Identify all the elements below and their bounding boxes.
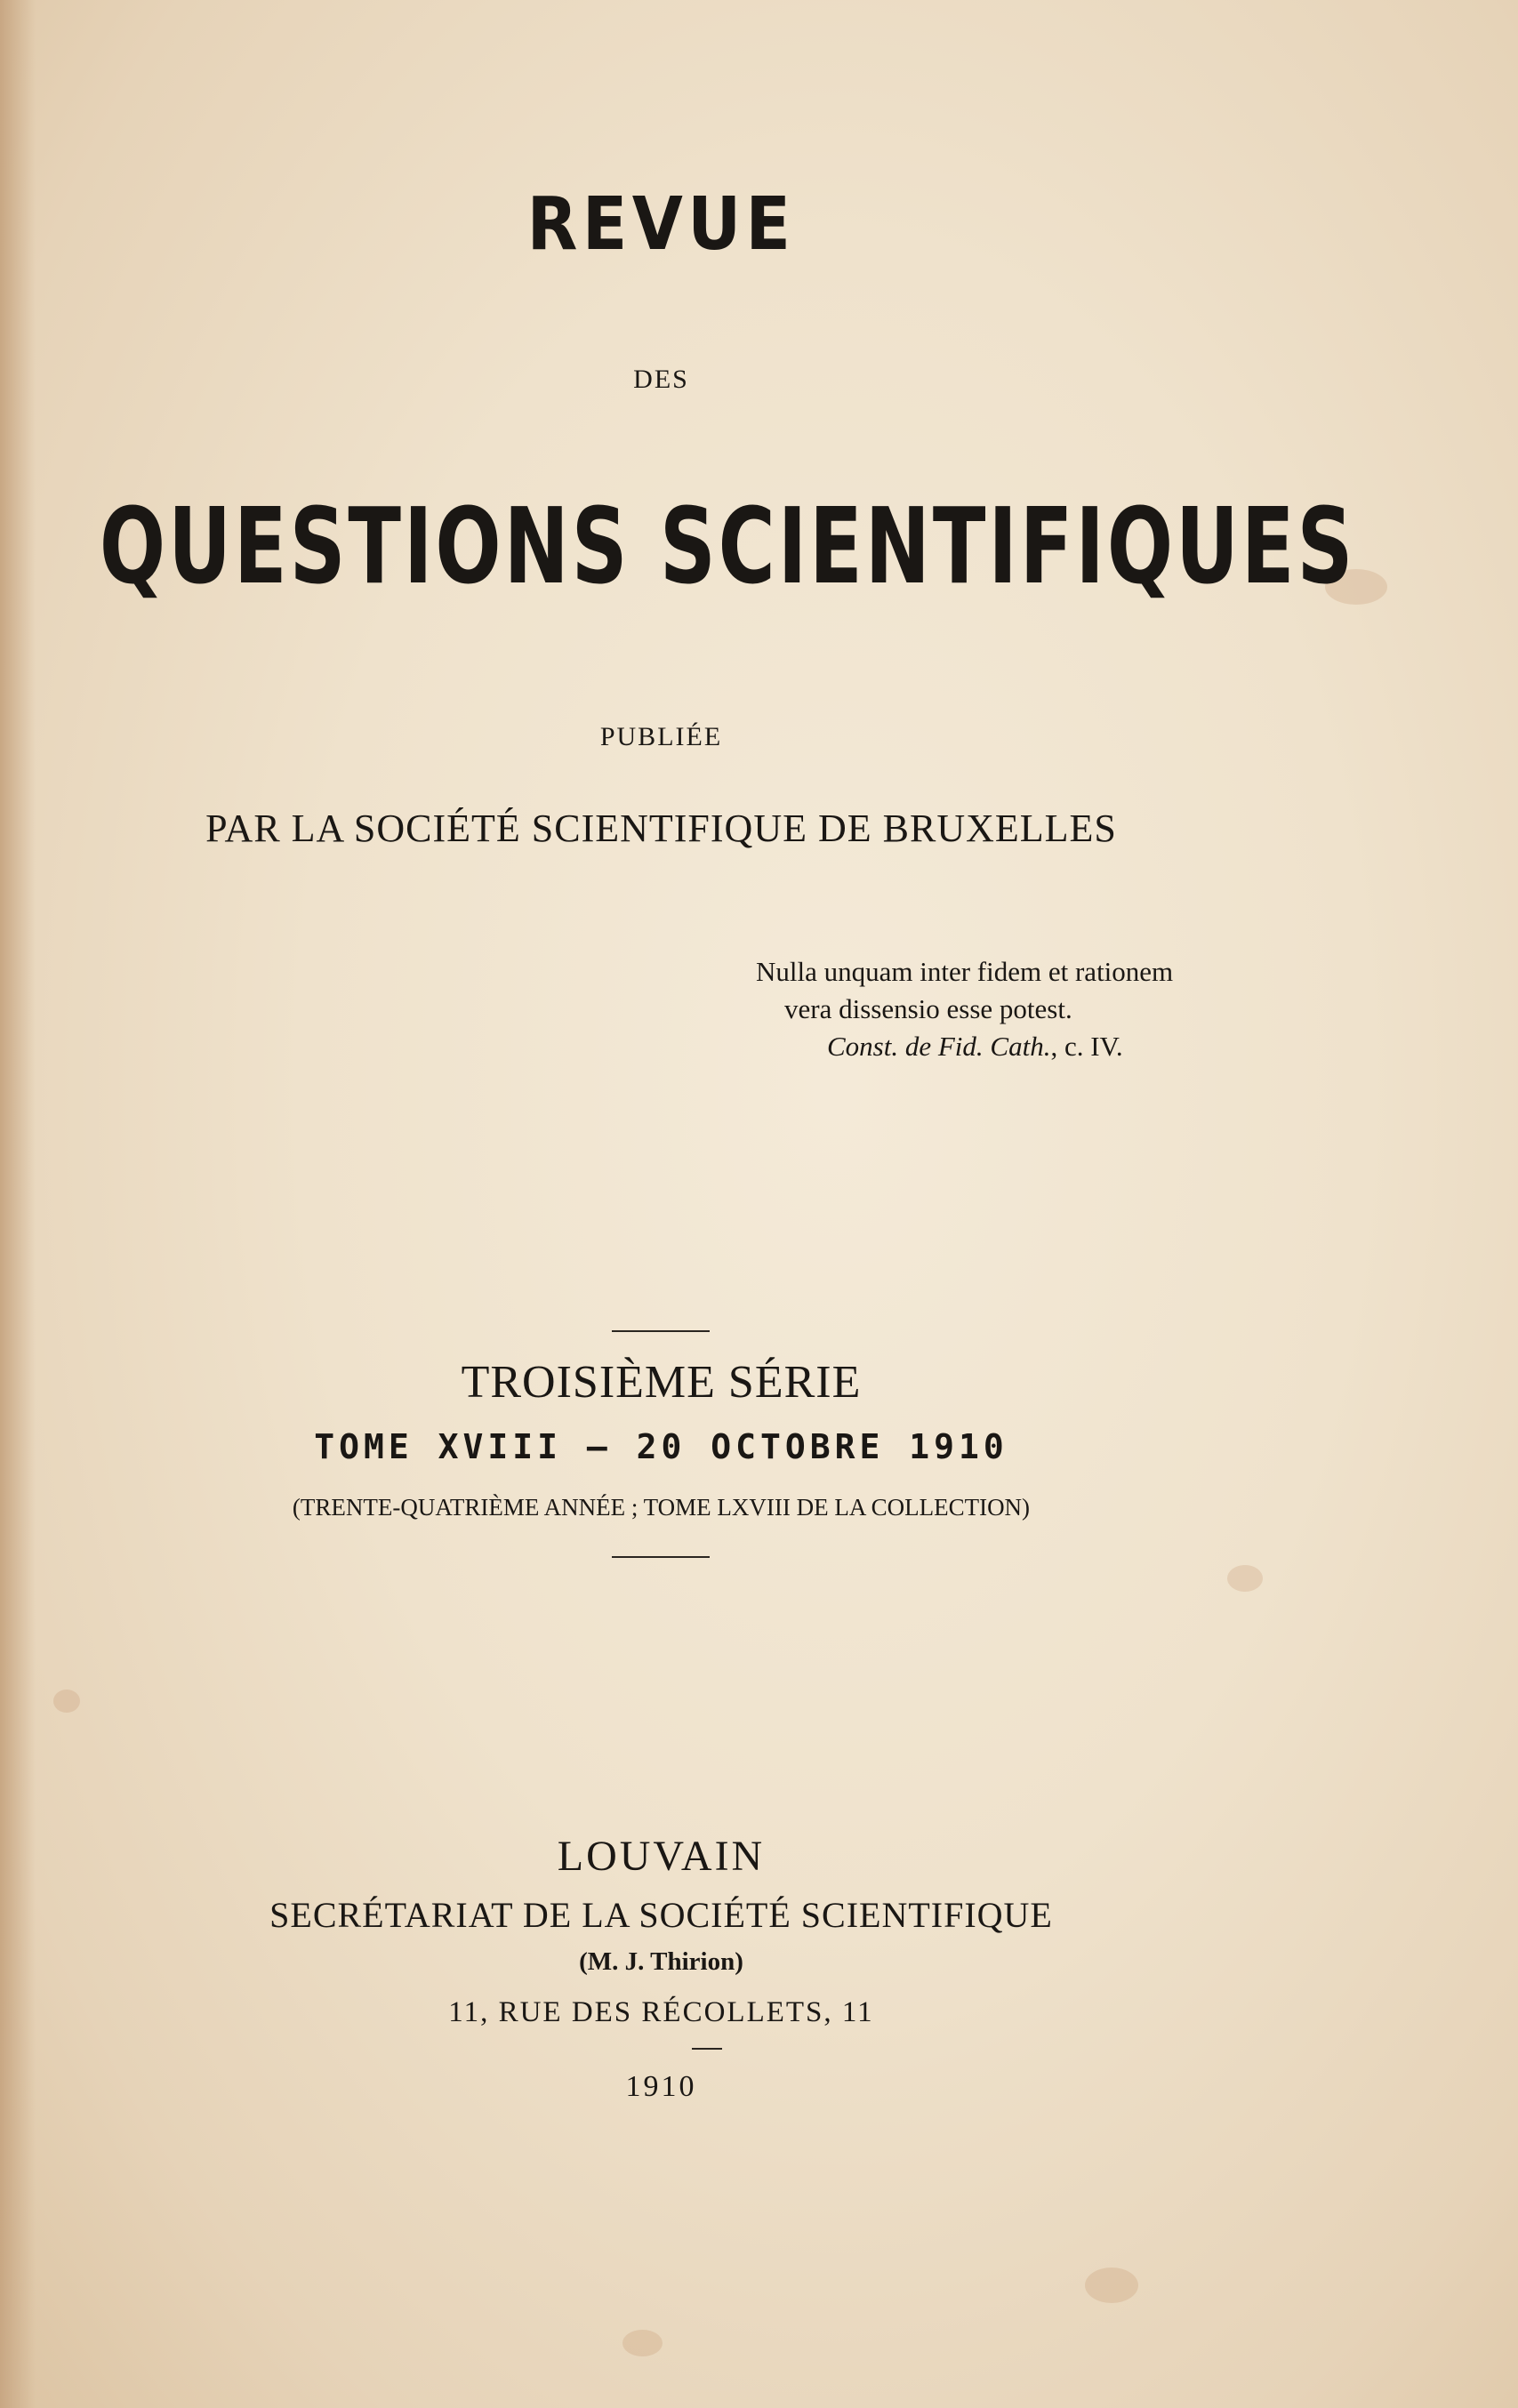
foxing-stain <box>1085 2268 1138 2303</box>
imprint-year: 1910 <box>625 2070 697 2103</box>
series-label: TROISIÈME SÉRIE <box>461 1357 862 1408</box>
imprint-secretariat: SECRÉTARIAT DE LA SOCIÉTÉ SCIENTIFIQUE <box>269 1895 1053 1935</box>
page-edge-shading <box>0 0 36 2408</box>
divider-rule <box>612 1330 710 1332</box>
journal-title-des: DES <box>633 365 689 394</box>
imprint-city: LOUVAIN <box>557 1833 766 1880</box>
epigraph-line-2: vera dissensio esse potest. <box>784 993 1072 1024</box>
imprint-name: (M. J. Thirion) <box>579 1947 743 1976</box>
foxing-stain <box>622 2330 663 2356</box>
imprint-address: 11, RUE DES RÉCOLLETS, 11 <box>448 1996 874 2028</box>
epigraph-chapter: , c. IV. <box>1050 1031 1123 1062</box>
foxing-stain <box>53 1690 80 1713</box>
divider-rule <box>692 2048 722 2050</box>
volume-date: TOME XVIII — 20 OCTOBRE 1910 <box>314 1427 1008 1466</box>
epigraph-citation <box>756 1028 1173 1065</box>
journal-title-revue: REVUE <box>526 182 796 267</box>
epigraph-line-1: Nulla unquam inter fidem et rationem <box>756 956 1174 987</box>
publisher-name: PAR LA SOCIÉTÉ SCIENTIFIQUE DE BRUXELLES <box>205 807 1117 850</box>
epigraph <box>756 953 1173 1065</box>
divider-rule <box>612 1556 710 1558</box>
collection-note: (TRENTE-QUATRIÈME ANNÉE ; TOME LXVIII DE LA COLLECTION) <box>292 1494 1031 1521</box>
journal-title-main: QUESTIONS SCIENTIFIQUES <box>99 485 1356 607</box>
published-label: PUBLIÉE <box>599 722 723 751</box>
epigraph-source: Const. de Fid. Cath. <box>827 1031 1051 1062</box>
foxing-stain <box>1227 1565 1263 1592</box>
